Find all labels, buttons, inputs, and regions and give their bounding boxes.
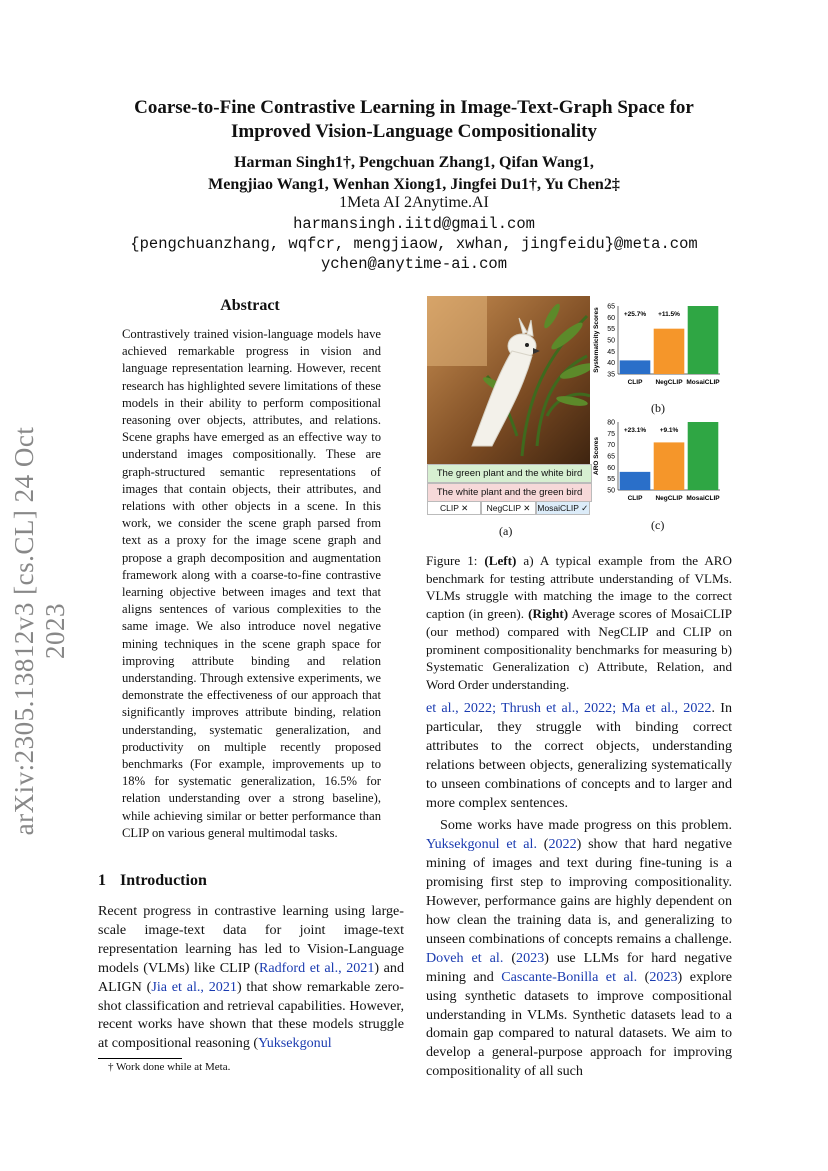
chart-c-ylabel: ARO Scores	[593, 437, 600, 475]
chart-b-bar-clip	[620, 360, 651, 374]
abstract-text: Contrastively trained vision-language models have achieved remarkable progress in vision and language representation learning. However, recent research has highlighted severe limitations of these models in their ability to perform compositional reasoning over objects, attributes, and relations. Scene graphs have emerged as an effective way to understand images compositionally. These are graph-structured semantic representations of images that contain objects, their attributes, and relations with other objects in a scene. In this work, we consider the scene graph parsed from text as a proxy for the image scene graph and propose a graph decomposition and augmentation framework along with a coarse-to-fine contrastive learning objective between images and text that aligns sentences of various complexities to the same image. We also introduce novel negative mining techniques in the scene graph space for improving attribute binding and relation understanding. Through extensive experiments, we demonstrate the effectiveness of our approach that significantly improves attribute binding, relation understanding, systematic generalization, and productivity on multiple recently proposed benchmarks (For example, improvements up to 18% for systematic generalization, 16.5% for relation understanding over a strong baseline), while achieving similar or better performance than CLIP on various general multimodal tasks.	[122, 327, 381, 840]
chart-b-ytick: 50	[607, 337, 615, 345]
paper-title	[60, 96, 768, 144]
citation-link[interactable]: 2023	[516, 949, 545, 966]
caption-text: Average scores of MosaiCLIP (our method) compared with NegCLIP and CLIP on prominent compositionality benchmarks for measuring b) Systematic Generalization c) Attribute, Relation, and Word Order understanding.	[426, 606, 732, 692]
section-heading	[98, 872, 221, 890]
intro-text: ) that show remarkable zero-shot classification and retrieval capabilities. However, recent works have shown that these models struggle at compositional reasoning (	[98, 978, 404, 1052]
caption-wrong: The white plant and the green bird	[427, 483, 592, 502]
email-2[interactable]: {pengchuanzhang, wqfcr, mengjiaow, xwhan, jingfeidu}@meta.com	[130, 235, 698, 253]
chart-aro	[592, 416, 727, 514]
caption-correct: The green plant and the white bird	[427, 464, 592, 483]
chart-b-annotation: +11.5%	[658, 311, 680, 318]
author-list	[60, 152, 768, 196]
chart-c-ytick: 70	[607, 442, 615, 450]
sublabel-a: (a)	[499, 524, 513, 538]
chart-b-ytick: 45	[607, 348, 615, 356]
paragraph-text: (	[637, 968, 650, 985]
citation-link[interactable]: 2022	[548, 836, 577, 853]
paragraph-text: Some works have made progress on this problem.	[440, 817, 732, 834]
chart-b-ylabel: Systematicity Scores	[593, 307, 600, 373]
citation-link[interactable]: Doveh et al.	[426, 949, 504, 966]
figure-caption	[426, 552, 732, 694]
chart-systematicity	[592, 300, 727, 398]
chart-c-xtick: CLIP	[627, 495, 643, 502]
chart-c-ytick: 75	[607, 430, 615, 438]
intro-paragraph	[98, 902, 404, 1053]
citation-link[interactable]: Cascante-Bonilla et al.	[501, 968, 638, 985]
chart-c-ytick: 65	[607, 453, 615, 461]
intro-text: Recent progress in contrastive learning using large-scale image-text data for joint image-text representation learning has led to Vision-Language models (VLMs) like CLIP (	[98, 903, 404, 976]
chart-c-annotation: +9.1%	[659, 427, 679, 434]
caption-text: a) A typical example from the ARO benchmark for testing attribute understanding of VLMs. VLMs struggle with matching the image to the correct caption (in green).	[426, 553, 732, 622]
section-number: 1	[98, 872, 106, 889]
model-result-negclip: NegCLIP ✕	[481, 501, 535, 515]
right-paragraph-1	[426, 699, 732, 812]
sublabel-c: (c)	[651, 518, 665, 532]
chart-c-ytick: 50	[607, 487, 615, 495]
citation-link[interactable]: Radford et al., 2021	[258, 959, 375, 976]
caption-left-tag: (Left)	[484, 553, 517, 568]
chart-c-bar-mosaiclip	[688, 422, 719, 490]
intro-text: ) and ALIGN (	[98, 959, 404, 995]
chart-c-xtick: MosaiCLIP	[686, 495, 720, 502]
chart-c-bar-clip	[620, 472, 651, 490]
chart-b-ytick: 55	[607, 326, 615, 334]
cockatoo-photo	[427, 296, 590, 464]
chart-b-ytick: 65	[607, 303, 615, 311]
email-1[interactable]: harmansingh.iitd@gmail.com	[293, 215, 535, 233]
model-result-mosaiclip: MosaiCLIP ✓	[537, 503, 589, 513]
title-line-1: Coarse-to-Fine Contrastive Learning in Image-Text-Graph Space for	[134, 97, 694, 118]
paragraph-text: ) explore using synthetic datasets to improve compositional understanding in VLMs. Synthetic datasets lead to a domain gap compared to natural datasets. We aim to develop a general-purpose approach for improving compositionality of all such	[426, 968, 732, 1080]
authors-line-1: Harman Singh1†, Pengchuan Zhang1, Qifan Wang1,	[234, 154, 594, 171]
chart-b-annotation: +25.7%	[623, 311, 647, 318]
paragraph-text: (	[536, 836, 549, 853]
footnote: † Work done while at Meta.	[108, 1061, 231, 1073]
paragraph-text: (	[503, 949, 517, 966]
caption-lead: Figure 1:	[426, 553, 485, 568]
chart-c-ytick: 80	[607, 419, 615, 427]
paragraph-text: ) use LLMs for hard negative mining and	[426, 949, 732, 985]
citation-link[interactable]: et al., 2022; Thrush et al., 2022; Ma et al., 2022	[426, 700, 712, 716]
chart-c-ytick: 55	[607, 476, 615, 484]
chart-c-ytick: 60	[607, 464, 615, 472]
section-title: Introduction	[120, 872, 207, 889]
chart-b-xtick: MosaiCLIP	[686, 379, 720, 386]
chart-c-annotation: +23.1%	[623, 427, 647, 434]
chart-c-bar-negclip	[654, 442, 685, 490]
arxiv-identifier: arXiv:2305.13812v3 [cs.CL] 24 Oct 2023	[9, 426, 70, 836]
authors-line-2: Mengjiao Wang1, Wenhan Xiong1, Jingfei Du1†, Yu Chen2‡	[208, 176, 620, 193]
paragraph-text: ) show that hard negative mining of images and text during fine-tuning is a promising first step to improving compositionality. However, performance gains are highly dependent on how clean the training data is, and generalizing to unseen combinations of concepts remains a challenge.	[426, 836, 733, 947]
title-line-2: Improved Vision-Language Compositionality	[231, 121, 597, 142]
citation-link[interactable]: Jia et al., 2021	[151, 978, 237, 995]
citation-link[interactable]: Yuksekgonul	[258, 1035, 332, 1052]
sublabel-b: (b)	[651, 401, 665, 415]
citation-link[interactable]: Yuksekgonul et al.	[426, 836, 537, 853]
affiliations: 1Meta AI 2Anytime.AI	[339, 194, 489, 211]
citation-link[interactable]: 2023	[649, 968, 678, 985]
model-result-clip: CLIP ✕	[427, 501, 481, 515]
chart-c-xtick: NegCLIP	[655, 495, 683, 502]
chart-b-ytick: 60	[607, 314, 615, 322]
chart-b-ytick: 35	[607, 371, 615, 379]
right-paragraph-2	[426, 816, 732, 1081]
caption-right-tag: (Right)	[528, 606, 569, 622]
model-result-row	[427, 501, 590, 515]
paragraph-text: . In particular, they struggle with binding correct attributes to the correct objects, understanding relations between objects, generalizing systematically to unseen combinations of concepts and to larger and more complex sentences.	[426, 700, 732, 811]
footnote-rule	[98, 1058, 182, 1059]
chart-b-ytick: 40	[607, 360, 615, 368]
chart-b-bar-mosaiclip	[688, 306, 719, 374]
chart-b-xtick: CLIP	[627, 379, 643, 386]
abstract-heading: Abstract	[220, 297, 280, 314]
email-3[interactable]: ychen@anytime-ai.com	[320, 255, 508, 273]
right-column-text	[426, 699, 732, 1081]
chart-b-bar-negclip	[654, 329, 685, 374]
chart-b-xtick: NegCLIP	[655, 379, 683, 386]
